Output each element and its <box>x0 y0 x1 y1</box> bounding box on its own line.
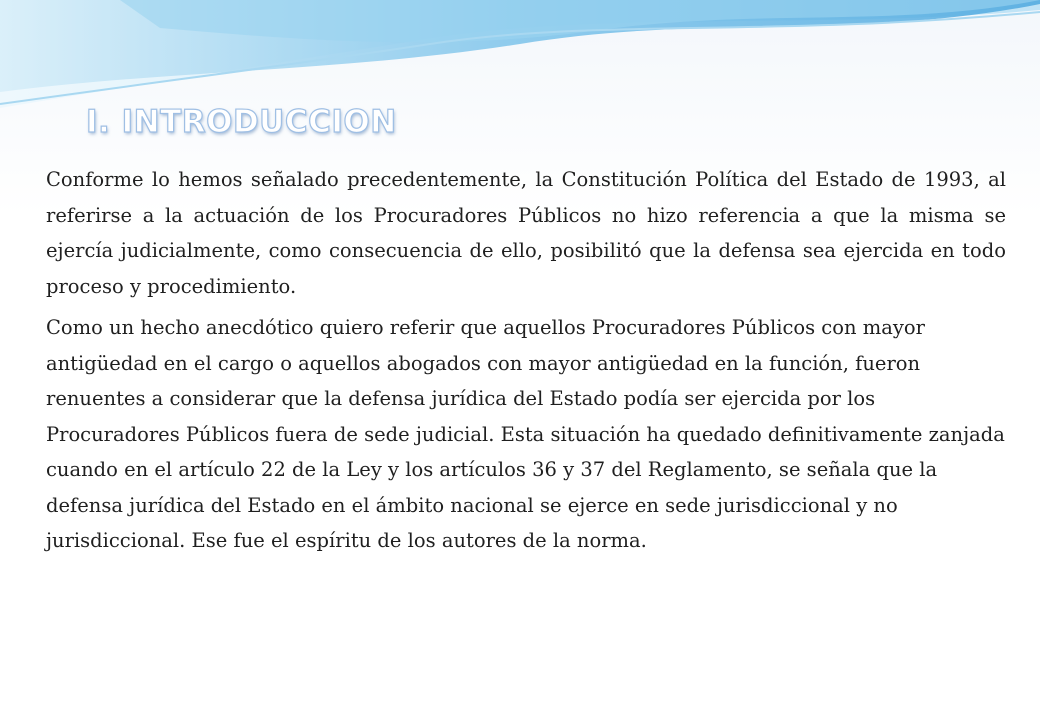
slide-body <box>46 162 1006 559</box>
slide-title: I. INTRODUCCION <box>86 104 397 140</box>
paragraph-2: Como un hecho anecdótico quiero referir que aquellos Procuradores Públicos con mayor antigüedad en el cargo o aquellos abogados con mayor antigüedad en la función, fueron renuentes a considerar que la defensa jurídica del Estado podía ser ejercida por los Procuradores Públicos fuera de sede judicial. Esta situación ha quedado definitivamente zanjada cuando en el artículo 22 de la Ley y los artículos 36 y 37 del Reglamento, se señala que la defensa jurídica del Estado en el ámbito nacional se ejerce en sede jurisdiccional y no jurisdiccional. Ese fue el espíritu de los autores de la norma. <box>46 316 1005 552</box>
paragraph-1: Conforme lo hemos señalado precedentemente, la Constitución Política del Estado de 1993, al referirse a la actuación de los Procuradores Públicos no hizo referencia a que la misma se ejercía judicialmente, como consecuencia de ello, posibilitó que la defensa sea ejercida en todo proceso y procedimiento. <box>46 168 1006 298</box>
